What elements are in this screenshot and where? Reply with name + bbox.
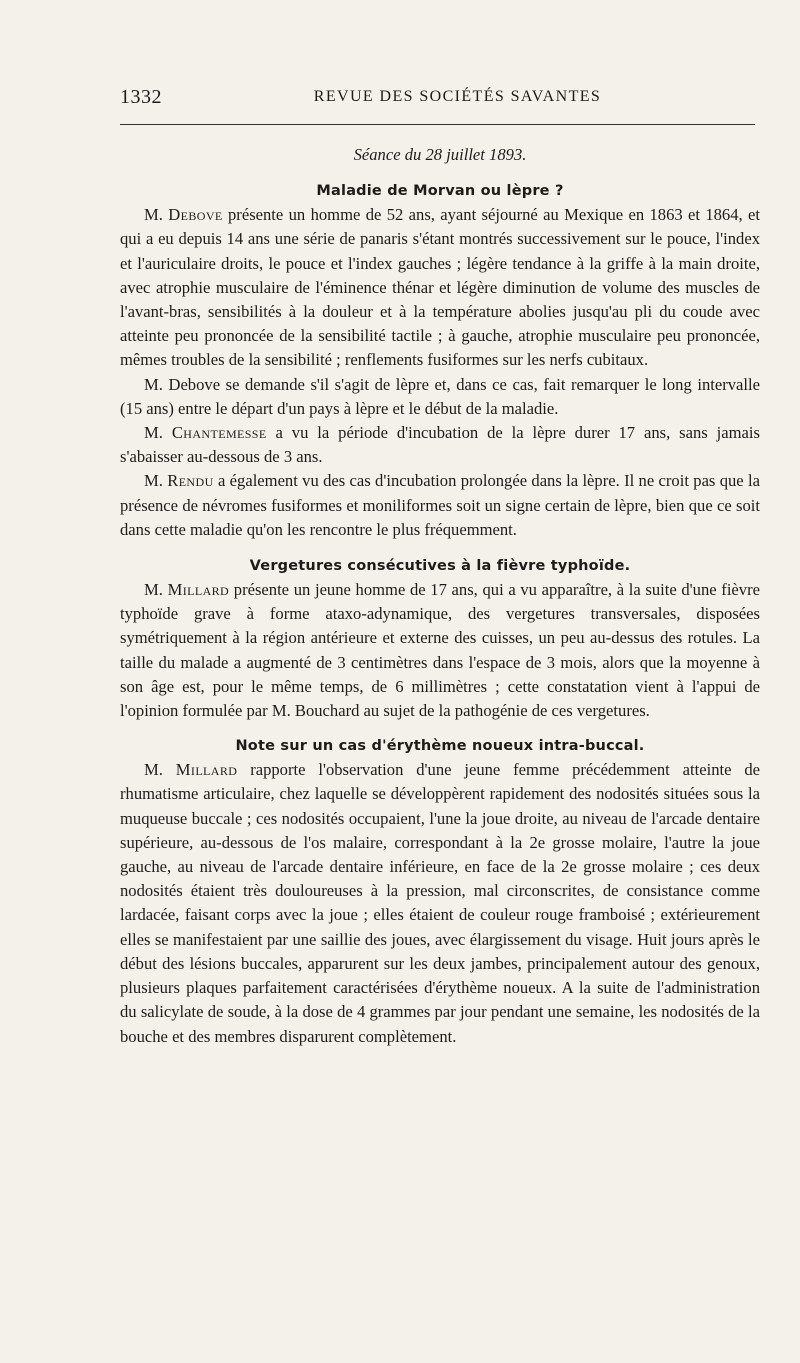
header-rule: [120, 124, 755, 125]
section-title: Vergetures consécutives à la fièvre typhoïde.: [249, 558, 631, 575]
author-name: Millard: [167, 580, 230, 600]
paragraph: M. Debove se demande s'il s'agit de lèpre et, dans ce cas, fait remarquer le long intervalle (15 ans) entre le départ d'un pays à lèpre et le début de la maladie.: [120, 374, 760, 418]
paragraph: M. Millard présente un jeune homme de 17 ans, qui a vu apparaître, à la suite d'une fièvre typhoïde grave à forme ataxo-adynamique, des vergetures transversales, disposées symétriquement à la région antérieure et externe des cuisses, un peu au-dessus des rotules. La taille du malade a augmenté de 3 centimètres dans l'espace de 3 mois, alors que la moyenne à son âge est, pour le même temps, de 6 millimètres ; cette constatation vient à l'appui de l'opinion formulée par M. Bouchard au sujet de la pathogénie de ces vergetures.: [120, 580, 760, 721]
page-header: [120, 86, 755, 114]
article-body: [120, 143, 760, 1049]
session-date: Séance du 28 juillet 1893.: [353, 145, 527, 164]
author-name: Chantemesse: [171, 423, 267, 443]
running-head: REVUE DES SOCIÉTÉS SAVANTES: [313, 88, 602, 105]
section-title: Note sur un cas d'érythème noueux intra-buccal.: [235, 738, 645, 755]
paragraph: M. Millard rapporte l'observation d'une jeune femme précédemment atteinte de rhumatisme articulaire, chez laquelle se développèrent rapidement des nodosités situées sous la muqueuse buccale ; ces nodosités occupaient, l'une la joue droite, au niveau de l'arcade dentaire supérieure, au-dessous de l'os malaire, correspondant à la 2e grosse molaire, l'autre la joue gauche, au niveau de l'arcade dentaire inférieure, en face de la 2e grosse molaire ; ces deux nodosités étaient très douloureuses à la pression, mal circonscrites, de consistance comme lardacée, faisant corps avec la joue ; elles étaient de couleur rouge framboisé ; extérieurement elles se manifestaient par une saillie des joues, avec élargissement du visage. Huit jours après le début des lésions buccales, apparurent sur les deux jambes, principalement autour des genoux, plusieurs plaques parfaitement caractérisées d'érythème noueux. A la suite de l'administration du salicylate de soude, à la dose de 4 grammes par jour pendant une semaine, les nodosités de la bouche et des membres disparurent complètement.: [120, 760, 760, 1046]
author-name: Millard: [175, 760, 238, 780]
page-number: 1332: [120, 86, 162, 108]
author-name: Debove: [168, 205, 223, 225]
paragraph: M. Debove présente un homme de 52 ans, ayant séjourné au Mexique en 1863 et 1864, et qui a eu depuis 14 ans une série de panaris s'étant montrés successivement sur le pouce, l'index et l'auriculaire droits, le pouce et l'index gauches ; légère tendance à la griffe à la main droite, avec atrophie musculaire de l'éminence thénar et légère diminution de volume des muscles de l'avant-bras, sensibilités à la douleur et à la température abolies jusqu'au pli du coude avec atteinte peu prononcée de la sensibilité tactile ; à gauche, atrophie musculaire peu prononcée, mêmes troubles de la sensibilité ; renflements fusiformes sur les nerfs cubitaux.: [120, 205, 760, 370]
paragraph: M. Rendu a également vu des cas d'incubation prolongée dans la lèpre. Il ne croit pas que la présence de névromes fusiformes et moniliformes soit un signe certain de lèpre, bien que ce soit dans cette maladie qu'on les rencontre le plus fréquemment.: [120, 471, 760, 539]
paragraph: M. Chantemesse a vu la période d'incubation de la lèpre durer 17 ans, sans jamais s'abaisser au-dessous de 3 ans.: [120, 423, 760, 467]
author-name: Rendu: [167, 471, 214, 491]
section-title: Maladie de Morvan ou lèpre ?: [316, 183, 564, 200]
